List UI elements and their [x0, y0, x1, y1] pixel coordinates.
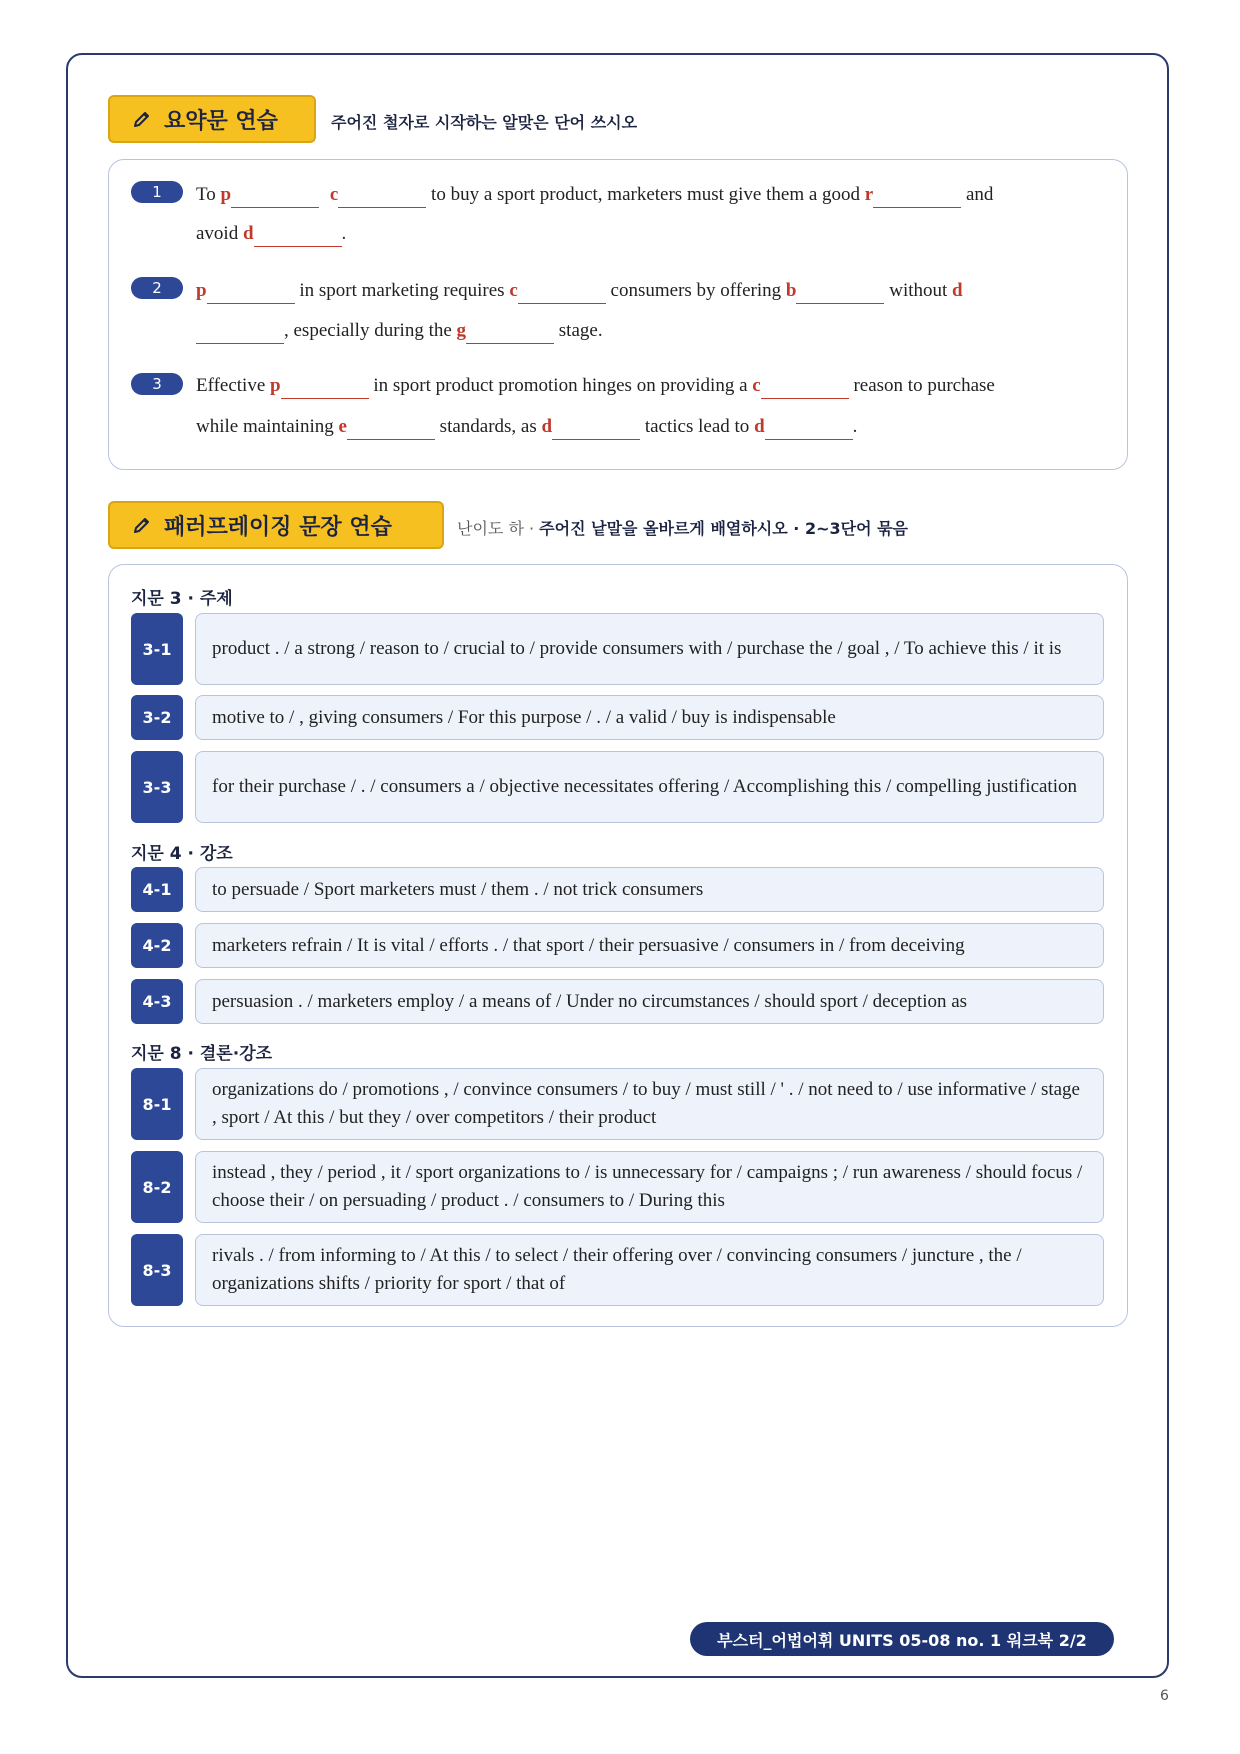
- scrambled-words-box: for their purchase / . / consumers a / objective necessitates offering / Accomplishing this / compelling justification: [195, 751, 1104, 823]
- answer-blank[interactable]: [231, 187, 319, 208]
- question-3-line-1: Effective p in sport product promotion hinges on providing a c reason to purchase: [196, 375, 995, 399]
- group-label: 지문 8 · 결론·강조: [131, 1044, 273, 1064]
- footer-badge: 부스터_어법어휘 UNITS 05-08 no. 1 워크북 2/2: [690, 1622, 1114, 1656]
- question-3-line-2: while maintaining e standards, as d tactics lead to d .: [196, 416, 857, 440]
- answer-blank[interactable]: [254, 226, 342, 247]
- summary-instruction: 주어진 철자로 시작하는 알맞은 단어 쓰시오: [331, 113, 638, 132]
- item-number: 8-2: [131, 1151, 183, 1223]
- paraphrase-title: 패러프레이징 문장 연습: [164, 514, 392, 540]
- pencil-icon: [132, 515, 152, 535]
- answer-blank[interactable]: [347, 419, 435, 440]
- answer-blank[interactable]: [196, 323, 284, 344]
- paraphrase-section-tag: [108, 501, 444, 549]
- answer-blank[interactable]: [466, 323, 554, 344]
- paraphrase-instruction: 난이도 하 · 주어진 낱말을 올바르게 배열하시오 · 2~3단어 묶음: [457, 519, 909, 538]
- item-number: 3-3: [131, 751, 183, 823]
- item-number: 4-2: [131, 923, 183, 968]
- item-number: 3-1: [131, 613, 183, 685]
- answer-blank[interactable]: [873, 187, 961, 208]
- answer-blank[interactable]: [338, 187, 426, 208]
- scrambled-words-box: to persuade / Sport marketers must / them . / not trick consumers: [195, 867, 1104, 912]
- question-1-line-1: To p c to buy a sport product, marketers must give them a good r and: [196, 184, 993, 208]
- scrambled-words-box: rivals . / from informing to / At this / to select / their offering over / convincing consumers / juncture , the / organizations shifts / priority for sport / that of: [195, 1234, 1104, 1306]
- scrambled-words-box: motive to / , giving consumers / For this purpose / . / a valid / buy is indispensable: [195, 695, 1104, 740]
- scrambled-words-box: organizations do / promotions , / convince consumers / to buy / must still / ' . / not need to / use informative / stage , sport / At this / but they / over competitors / their product: [195, 1068, 1104, 1140]
- answer-blank[interactable]: [552, 419, 640, 440]
- group-label: 지문 4 · 강조: [131, 844, 233, 864]
- answer-blank[interactable]: [207, 283, 295, 304]
- scrambled-words-box: marketers refrain / It is vital / efforts . / that sport / their persuasive / consumers in / from deceiving: [195, 923, 1104, 968]
- question-1-line-2: avoid d .: [196, 223, 346, 247]
- answer-blank[interactable]: [765, 419, 853, 440]
- scrambled-words-box: product . / a strong / reason to / crucial to / provide consumers with / purchase the / goal , / To achieve this / it is: [195, 613, 1104, 685]
- answer-blank[interactable]: [281, 378, 369, 399]
- item-number: 4-1: [131, 867, 183, 912]
- pencil-icon: [132, 109, 152, 129]
- summary-section-tag: [108, 95, 316, 143]
- question-2-line-2: , especially during the g stage.: [196, 320, 603, 344]
- page-number: 6: [1160, 1688, 1169, 1704]
- item-number: 8-3: [131, 1234, 183, 1306]
- question-number: 3: [131, 373, 183, 395]
- group-label: 지문 3 · 주제: [131, 589, 233, 609]
- question-2-line-1: p in sport marketing requires c consumers by offering b without d: [196, 280, 963, 304]
- answer-blank[interactable]: [761, 378, 849, 399]
- question-number: 1: [131, 181, 183, 203]
- summary-title: 요약문 연습: [164, 108, 278, 134]
- difficulty-level: 난이도 하 ·: [457, 519, 540, 538]
- answer-blank[interactable]: [796, 283, 884, 304]
- scrambled-words-box: persuasion . / marketers employ / a means of / Under no circumstances / should sport / deception as: [195, 979, 1104, 1024]
- item-number: 4-3: [131, 979, 183, 1024]
- item-number: 8-1: [131, 1068, 183, 1140]
- scrambled-words-box: instead , they / period , it / sport organizations to / is unnecessary for / campaigns ; / run awareness / should focus / choose their / on persuading / product . / consumers to / During this: [195, 1151, 1104, 1223]
- answer-blank[interactable]: [518, 283, 606, 304]
- item-number: 3-2: [131, 695, 183, 740]
- question-number: 2: [131, 277, 183, 299]
